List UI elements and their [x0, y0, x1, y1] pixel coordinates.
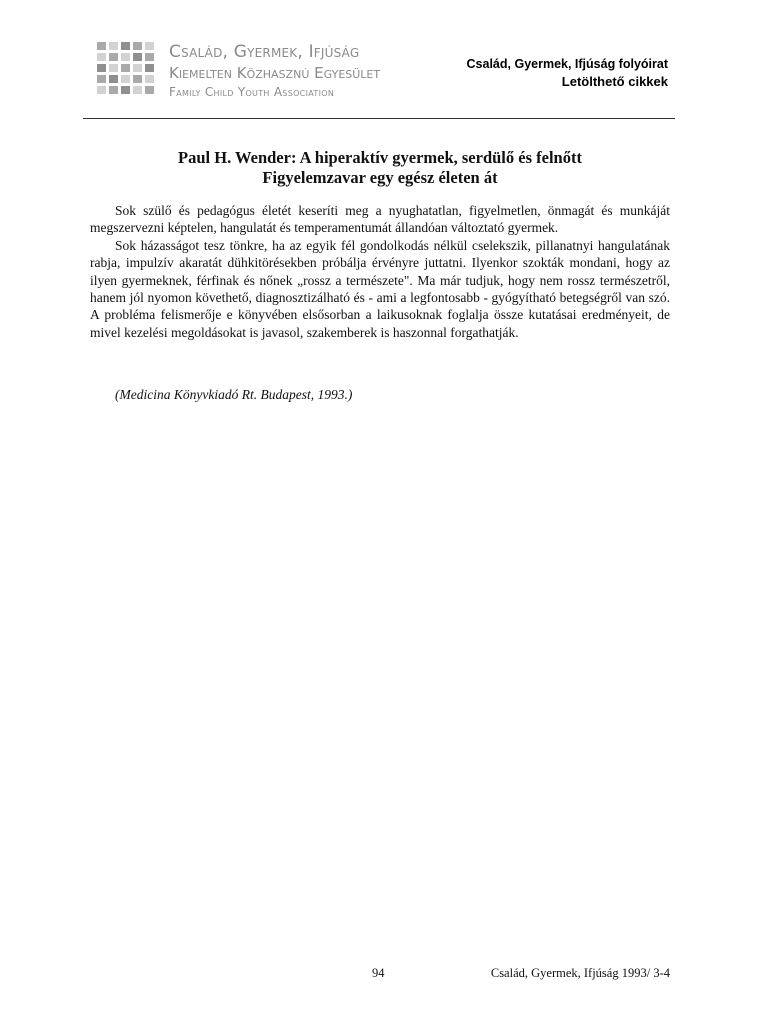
header-divider [83, 118, 675, 119]
article-title-line-2: Figyelemzavar egy egész életen át [262, 168, 498, 187]
article-body [90, 202, 670, 341]
logo-line-association-name: Család, Gyermek, Ifjúság [169, 42, 360, 62]
journal-section: Letölthető cikkek [561, 74, 668, 89]
logo-grid-icon [97, 42, 157, 98]
journal-header [467, 56, 668, 90]
footer-journal-issue: Család, Gyermek, Ifjúság 1993/ 3-4 [490, 966, 670, 980]
logo-text [169, 44, 380, 98]
logo-line-status: Kiemelten Közhasznú Egyesület [169, 64, 381, 82]
article-paragraph: Sok szülő és pedagógus életét keseríti meg a nyughatatlan, figyelmetlen, önmagát és munkáját megszervezni képtelen, hangulatát és temperamentumát állandóan változtató gyermek. [90, 203, 670, 236]
journal-title: Család, Gyermek, Ifjúság folyóirat [466, 57, 668, 71]
publisher-citation: (Medicina Könyvkiadó Rt. Budapest, 1993.) [115, 387, 353, 402]
article-title [90, 148, 670, 188]
article-paragraph: Sok házasságot tesz tönkre, ha az egyik fél gondolkodás nélkül cselekszik, pillanatnyi hangulatának rabja, impulzív akaratát dühkitörésekben próbálja érvényre juttatni. Ilyenkor szokták mondani, hogy az ilyen gyermeknek, férfinak és nőnek „rossz a természete". Ma már tudjuk, hogy nem rossz természetről, hanem jól nyomon követhető, diagnosztizálható és - ami a legfontosabb - gyógyítható betegségről van szó. A probléma felismerője e könyvében elsősorban a laikusoknak foglalja össze kutatásai eredményeit, de mivel kezelési megoldásokat is javasol, szakemberek is haszonnal forgathatják. [90, 237, 670, 340]
article-title-line-1: Paul H. Wender: A hiperaktív gyermek, serdülő és felnőtt [178, 148, 582, 167]
association-logo [97, 42, 381, 99]
page-number: 94 [372, 966, 385, 980]
logo-line-english-name: Family Child Youth Association [169, 85, 335, 99]
